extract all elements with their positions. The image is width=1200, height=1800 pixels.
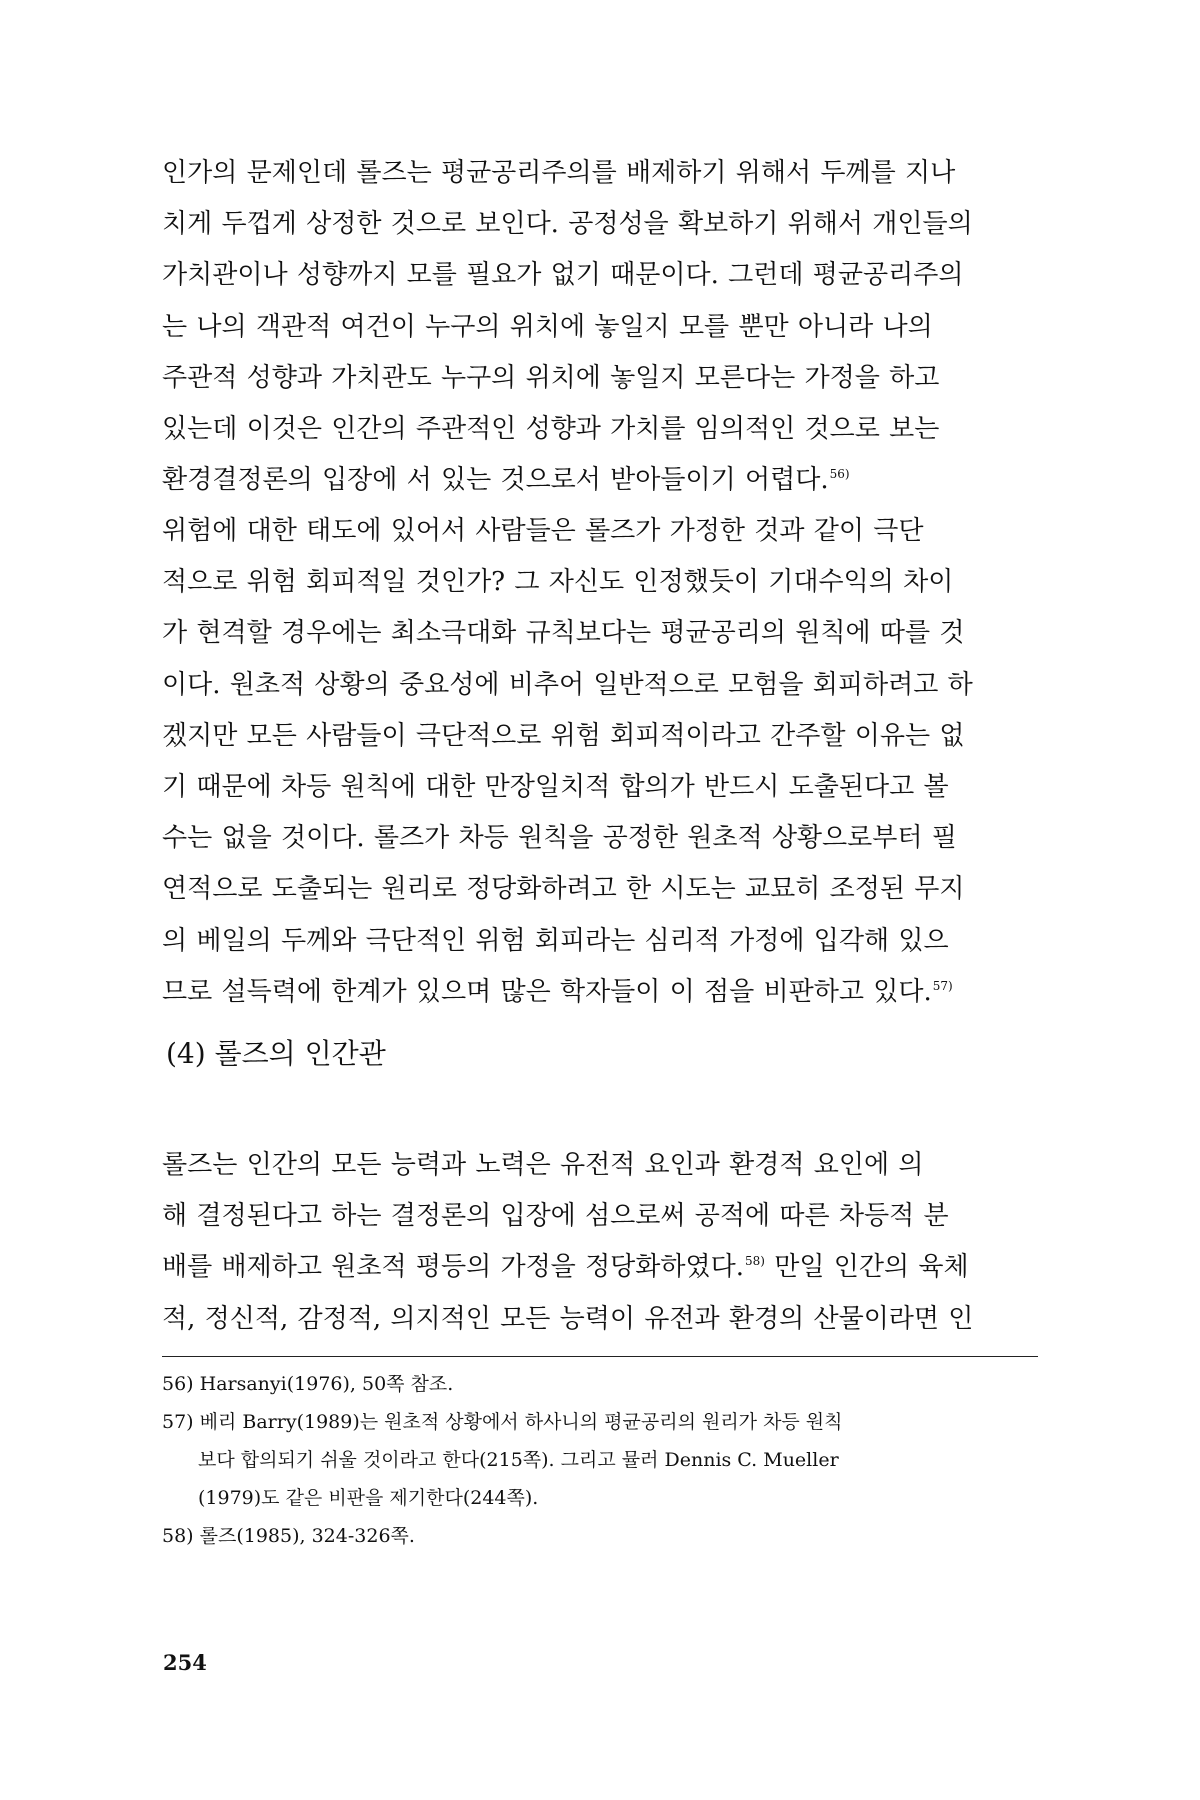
paragraph-line: 인가의 문제인데 롤즈는 평균공리주의를 배제하기 위해서 두께를 지나 — [162, 158, 956, 188]
paragraph-line-text: 배를 배제하고 원초적 평등의 가정을 정당화하였다. — [162, 1252, 745, 1283]
paragraph-line: 치게 두껍게 상정한 것으로 보인다. 공정성을 확보하기 위해서 개인들의 — [162, 209, 973, 240]
footnote-line: (1979)도 같은 비판을 제기한다(244쪽). — [198, 1487, 539, 1509]
paragraph-line — [162, 1242, 1038, 1293]
footnote-ref-56[interactable]: 56) — [829, 467, 850, 482]
paragraph-line: 적, 정신적, 감정적, 의지적인 모든 능력이 유전과 환경의 산물이라면 인 — [162, 1303, 974, 1334]
paragraph-line: 연적으로 도출되는 원리로 정당화하려고 한 시도는 교묘히 조정된 무지 — [162, 874, 965, 905]
paragraph-line: 있는데 이것은 인간의 주관적인 성향과 가치를 임의적인 것으로 보는 — [162, 413, 940, 444]
page-number: 254 — [163, 1650, 207, 1675]
footnote-line: 보다 합의되기 쉬울 것이라고 한다(215쪽). 그리고 뮬러 Dennis C. Mueller — [198, 1449, 839, 1471]
paragraph-line: 적으로 위험 회피적일 것인가? 그 자신도 인정했듯이 기대수익의 차이 — [162, 567, 954, 598]
footnote-line: 58) 롤즈(1985), 324-326쪽. — [162, 1525, 415, 1547]
paragraph-3 — [162, 1140, 1038, 1345]
footnote-line: 56) Harsanyi(1976), 50쪽 참조. — [162, 1373, 454, 1395]
paragraph-line: 주관적 성향과 가치관도 누구의 위치에 놓일지 모른다는 가정을 하고 — [162, 362, 940, 393]
footnote-line: 57) 베리 Barry(1989)는 원초적 상황에서 하사니의 평균공리의 원리가 차등 원칙 — [162, 1411, 843, 1433]
footnote-56 — [162, 1365, 1038, 1403]
section-heading: (4) 롤즈의 인간관 — [166, 1037, 386, 1070]
paragraph-line: 기 때문에 차등 원칙에 대한 만장일치적 합의가 반드시 도출된다고 볼 — [162, 771, 949, 802]
paragraph-line: 가치관이나 성향까지 모를 필요가 없기 때문이다. 그런데 평균공리주의 — [162, 260, 964, 291]
footnote-58 — [162, 1517, 1038, 1555]
paragraph-line: 의 베일의 두께와 극단적인 위험 회피라는 심리적 가정에 입각해 있으 — [162, 925, 949, 956]
paragraph-line: 수는 없을 것이다. 롤즈가 차등 원칙을 공정한 원초적 상황으로부터 필 — [162, 823, 957, 854]
footnotes — [162, 1365, 1038, 1555]
paragraph-line-text: 므로 설득력에 한계가 있으며 많은 학자들이 이 점을 비판하고 있다. — [162, 976, 932, 1007]
paragraph-2 — [162, 506, 1038, 1018]
paragraph-line: 가 현격할 경우에는 최소극대화 규칙보다는 평균공리의 원칙에 따를 것 — [162, 618, 965, 649]
footnote-57 — [162, 1403, 1038, 1517]
paragraph-line — [162, 455, 1038, 506]
paragraph-line-text: 환경결정론의 입장에 서 있는 것으로서 받아들이기 어렵다. — [162, 465, 829, 496]
paragraph-line: 이다. 원초적 상황의 중요성에 비추어 일반적으로 모험을 회피하려고 하 — [162, 669, 973, 700]
paragraph-line: 해 결정된다고 하는 결정론의 입장에 섬으로써 공적에 따른 차등적 분 — [162, 1201, 949, 1232]
footnote-ref-58[interactable]: 58) — [745, 1254, 765, 1269]
paragraph-line-text: 만일 인간의 육체 — [764, 1252, 969, 1283]
paragraph-line: 겠지만 모든 사람들이 극단적으로 위험 회피적이라고 간주할 이유는 없 — [162, 720, 965, 751]
footnote-divider — [162, 1356, 1038, 1357]
footnote-ref-57[interactable]: 57) — [932, 978, 953, 993]
paragraph-line: 롤즈는 인간의 모든 능력과 노력은 유전적 요인과 환경적 요인에 의 — [162, 1150, 924, 1180]
paragraph-1 — [162, 148, 1038, 506]
paragraph-line: 위험에 대한 태도에 있어서 사람들은 롤즈가 가정한 것과 같이 극단 — [162, 516, 924, 546]
paragraph-line: 는 나의 객관적 여건이 누구의 위치에 놓일지 모를 뿐만 아니라 나의 — [162, 311, 933, 342]
paragraph-line — [162, 967, 1038, 1018]
